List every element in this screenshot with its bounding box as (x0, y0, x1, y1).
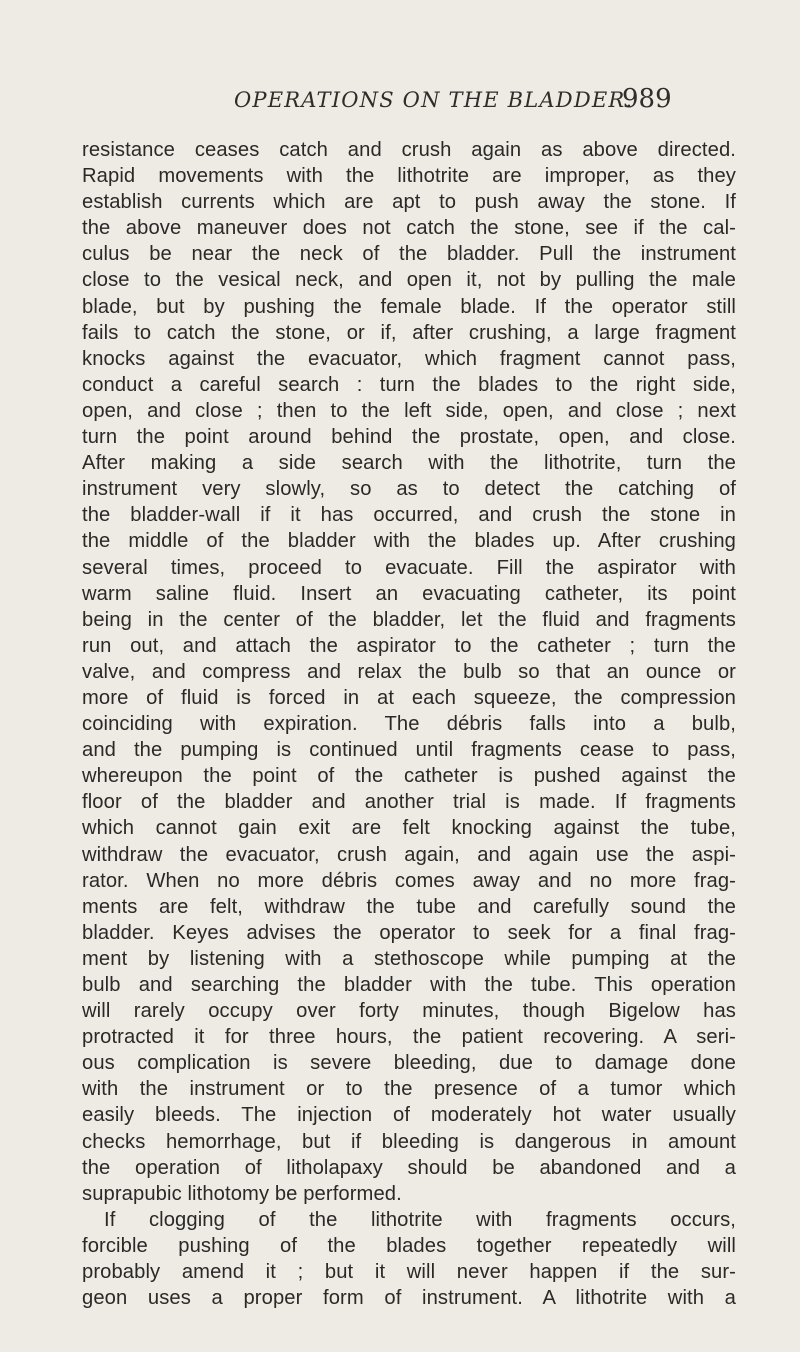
text-line: bulb and searching the bladder with the tube. This operation (82, 974, 736, 996)
text-line: close to the vesical neck, and open it, not by pulling the male (82, 269, 736, 292)
text-line: with the instrument or to the presence of a tumor which (82, 1078, 736, 1101)
text-line: culus be near the neck of the bladder. Pull the instrument (82, 243, 736, 266)
text-line: open, and close ; then to the left side, open, and close ; next (82, 399, 736, 422)
text-line: floor of the bladder and another trial is made. If fragments (82, 791, 736, 814)
page-number: 989 (622, 84, 672, 114)
text-line: rator. When no more débris comes away and no more frag- (82, 869, 736, 892)
text-line: ment by listening with a stethoscope while pumping at the (82, 947, 736, 970)
body-text (82, 137, 736, 1311)
text-line: coinciding with expiration. The débris falls into a bulb, (82, 713, 736, 736)
text-line: protracted it for three hours, the patient recovering. A seri- (82, 1026, 736, 1049)
text-line: knocks against the evacuator, which fragment cannot pass, (82, 347, 736, 370)
text-line: checks hemorrhage, but if bleeding is dangerous in amount (82, 1130, 736, 1153)
text-line: being in the center of the bladder, let the fluid and fragments (82, 608, 736, 631)
text-line: more of fluid is forced in at each squeeze, the compression (82, 686, 736, 709)
text-line: several times, proceed to evacuate. Fill the aspirator with (82, 556, 736, 579)
text-line: the bladder-wall if it has occurred, and crush the stone in (82, 504, 736, 527)
text-line: resistance ceases catch and crush again as above directed. (82, 139, 736, 161)
text-line: ments are felt, withdraw the tube and carefully sound the (82, 895, 736, 918)
text-line: the operation of litholapaxy should be abandoned and a (82, 1156, 736, 1179)
text-line: withdraw the evacuator, crush again, and again use the aspi- (82, 843, 736, 866)
text-line: blade, but by pushing the female blade. If the operator still (82, 295, 736, 318)
text-line: and the pumping is continued until fragments cease to pass, (82, 739, 736, 762)
text-line: easily bleeds. The injection of moderately hot water usually (82, 1104, 736, 1127)
text-line: instrument very slowly, so as to detect the catching of (82, 478, 736, 501)
text-line: run out, and attach the aspirator to the catheter ; turn the (82, 634, 736, 657)
text-line: the middle of the bladder with the blades up. After crushing (82, 530, 736, 553)
paragraph-start-line: If clogging of the lithotrite with fragments occurs, (104, 1208, 736, 1231)
text-line: After making a side search with the lithotrite, turn the (82, 452, 736, 475)
text-line: fails to catch the stone, or if, after crushing, a large fragment (82, 321, 736, 344)
text-line: forcible pushing of the blades together repeatedly will (82, 1234, 736, 1257)
text-line: probably amend it ; but it will never happen if the sur- (82, 1261, 736, 1284)
text-line: bladder. Keyes advises the operator to seek for a final frag- (82, 921, 736, 944)
running-title: OPERATIONS ON THE BLADDER. (234, 88, 634, 112)
text-line: establish currents which are apt to push away the stone. If (82, 191, 736, 214)
running-header (0, 84, 800, 122)
text-line: Rapid movements with the lithotrite are improper, as they (82, 165, 736, 188)
paragraph-end-line: suprapubic lithotomy be performed. (82, 1182, 402, 1205)
text-line: turn the point around behind the prostate, open, and close. (82, 426, 736, 449)
text-line: warm saline fluid. Insert an evacuating catheter, its point (82, 582, 736, 605)
text-line: conduct a careful search : turn the blades to the right side, (82, 373, 736, 396)
text-line: whereupon the point of the catheter is pushed against the (82, 765, 736, 788)
text-line: will rarely occupy over forty minutes, though Bigelow has (82, 1000, 736, 1023)
text-line: valve, and compress and relax the bulb so that an ounce or (82, 660, 736, 683)
text-line: the above maneuver does not catch the stone, see if the cal- (82, 217, 736, 240)
text-line: geon uses a proper form of instrument. A lithotrite with a (82, 1287, 736, 1310)
text-line: ous complication is severe bleeding, due to damage done (82, 1052, 736, 1075)
text-line: which cannot gain exit are felt knocking against the tube, (82, 817, 736, 840)
